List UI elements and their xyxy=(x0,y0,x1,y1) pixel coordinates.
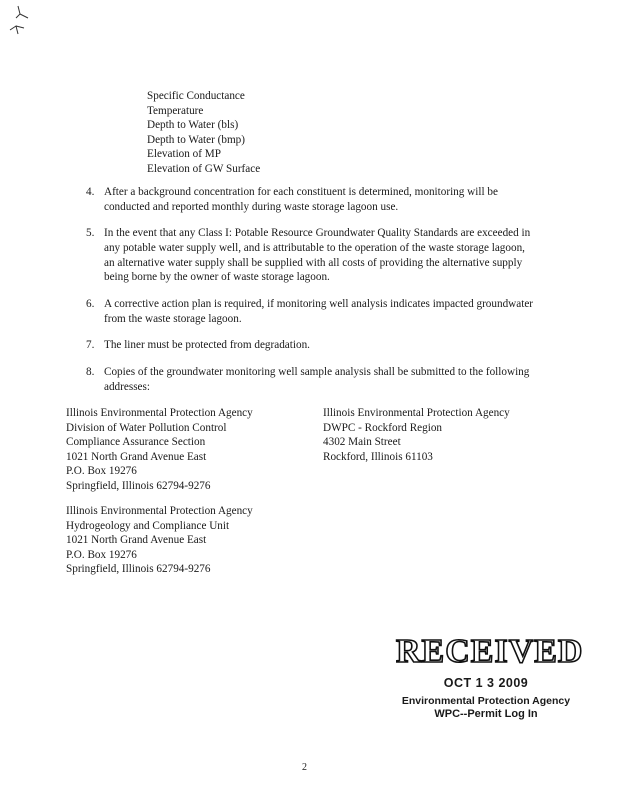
list-item xyxy=(86,185,536,215)
address-line: Springfield, Illinois 62794-9276 xyxy=(66,563,211,576)
list-item xyxy=(86,338,536,353)
address-line: 4302 Main Street xyxy=(323,436,401,449)
item-number: 6. xyxy=(86,298,95,310)
item-text: Copies of the groundwater monitoring well sample analysis shall be submitted to the following addresses: xyxy=(104,366,530,393)
address-line: Division of Water Pollution Control xyxy=(66,421,227,434)
address-line: Springfield, Illinois 62794-9276 xyxy=(66,479,211,492)
item-text: After a background concentration for each constituent is determined, monitoring will be conducted and reported monthly during waste storage lagoon use. xyxy=(104,186,498,213)
address-line: P.O. Box 19276 xyxy=(66,465,137,478)
address-line: DWPC - Rockford Region xyxy=(323,421,443,434)
list-item xyxy=(86,297,536,327)
address-block-springfield-hydrogeology xyxy=(66,504,253,577)
parameter-item: Specific Conductance xyxy=(147,90,245,102)
item-text: The liner must be protected from degradation. xyxy=(104,339,310,351)
parameter-item: Temperature xyxy=(147,104,204,117)
parameter-item: Depth to Water (bmp) xyxy=(147,133,245,146)
stamp-received-text: RECEIVED xyxy=(396,633,584,670)
received-stamp xyxy=(396,632,584,720)
address-line: 1021 North Grand Avenue East xyxy=(66,534,207,547)
address-line: Illinois Environmental Protection Agency xyxy=(66,407,253,419)
stamp-date: OCT 1 3 2009 xyxy=(443,676,529,690)
item-number: 5. xyxy=(86,227,95,239)
item-text: A corrective action plan is required, if monitoring well analysis indicates impacted groundwater from the waste storage lagoon. xyxy=(104,298,534,325)
address-block-springfield-compliance xyxy=(66,406,253,494)
parameter-item: Elevation of GW Surface xyxy=(147,162,261,175)
stamp-agency: Environmental Protection Agency xyxy=(401,695,571,707)
stamp-permit: WPC--Permit Log In xyxy=(434,708,538,720)
parameter-item: Elevation of MP xyxy=(147,148,221,161)
address-line: 1021 North Grand Avenue East xyxy=(66,450,207,463)
address-block-rockford xyxy=(323,406,510,464)
address-line: Illinois Environmental Protection Agency xyxy=(66,505,253,517)
address-line: P.O. Box 19276 xyxy=(66,548,137,561)
address-line: Illinois Environmental Protection Agency xyxy=(323,407,510,419)
address-line: Hydrogeology and Compliance Unit xyxy=(66,519,230,532)
list-item xyxy=(86,365,536,395)
parameter-list xyxy=(147,89,260,177)
item-number: 7. xyxy=(86,339,95,351)
address-line: Compliance Assurance Section xyxy=(66,436,206,449)
item-number: 4. xyxy=(86,186,95,198)
item-text: In the event that any Class I: Potable Resource Groundwater Quality Standards are exceeded in any potable water supply well, and is attributable to the operation of the waste storage lagoon, an alternative water supply shall be supplied with all costs of providing the alternative supply being borne by the owner of waste storage lagoon. xyxy=(104,227,531,284)
pen-mark-icon xyxy=(4,4,34,40)
address-line: Rockford, Illinois 61103 xyxy=(323,450,433,463)
page-number: 2 xyxy=(302,762,307,773)
item-number: 8. xyxy=(86,366,95,378)
list-item xyxy=(86,226,536,285)
parameter-item: Depth to Water (bls) xyxy=(147,119,239,132)
